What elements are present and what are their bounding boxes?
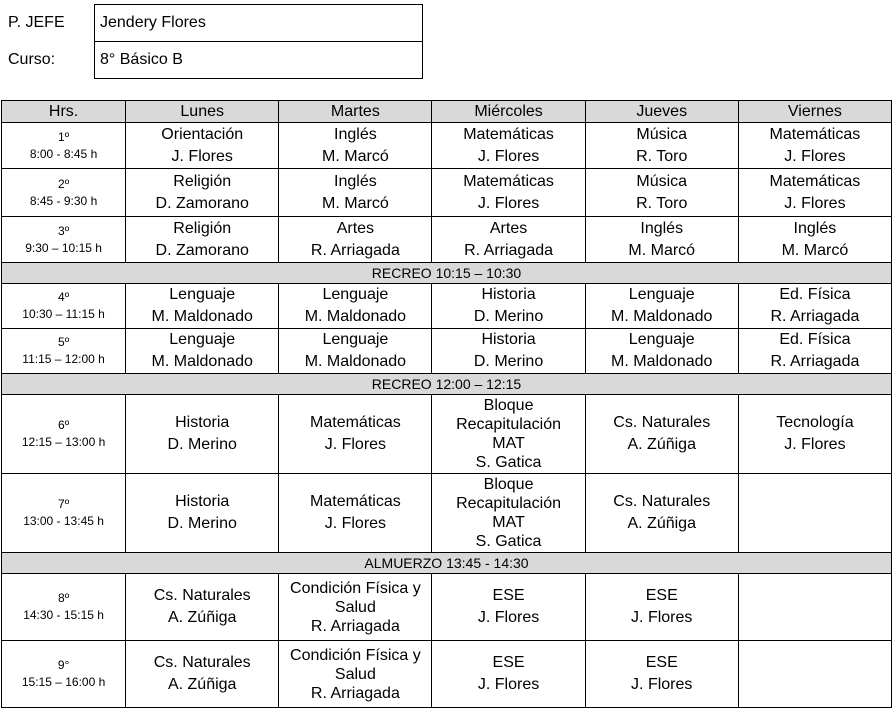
jefe-label: P. JEFE <box>8 14 65 31</box>
period-time: 13:00 - 13:45 h <box>23 514 104 528</box>
teacher-name: J. Flores <box>477 194 540 212</box>
teacher-name: M. Maldonado <box>151 353 253 370</box>
subject-line: Matemáticas <box>463 125 554 143</box>
teacher-name: R. Arriagada <box>310 617 400 635</box>
period-time: 15:15 – 16:00 h <box>21 675 106 689</box>
teacher-name: J. Flores <box>324 436 387 453</box>
subject-line: Religión <box>173 219 232 237</box>
period-cell <box>2 474 126 553</box>
period-number: 5º <box>58 335 70 349</box>
class-cell <box>279 329 432 374</box>
schedule-header-row <box>2 101 892 123</box>
class-row <box>2 169 892 217</box>
class-row <box>2 474 892 553</box>
jefe-row <box>0 5 423 42</box>
class-cell <box>738 217 891 263</box>
teacher-name: A. Zúñiga <box>627 515 696 532</box>
break-row <box>2 553 892 574</box>
header-day: Viernes <box>738 101 891 123</box>
class-row <box>2 574 892 641</box>
class-cell <box>738 284 891 329</box>
class-cell <box>432 123 585 169</box>
subject-line: Música <box>636 125 688 143</box>
class-cell <box>279 641 432 708</box>
subject-line: Inglés <box>334 125 377 143</box>
period-number: 1º <box>58 129 70 144</box>
subject-line: Salud <box>334 598 376 616</box>
period-time: 8:45 - 9:30 h <box>29 193 98 208</box>
subject-line: MAT <box>492 435 525 452</box>
header-day: Jueves <box>585 101 738 123</box>
subject-line: Recapitulación <box>456 416 562 433</box>
teacher-name: R. Arriagada <box>770 353 860 370</box>
period-number: 3º <box>58 223 70 238</box>
period-number: 7º <box>58 497 70 511</box>
teacher-name: J. Flores <box>324 515 387 532</box>
header-day: Martes <box>279 101 432 123</box>
class-cell <box>585 574 738 641</box>
subject-line: Cs. Naturales <box>613 414 711 431</box>
teacher-name: R. Arriagada <box>310 241 400 259</box>
class-cell <box>279 395 432 474</box>
teacher-name: D. Zamorano <box>155 241 249 259</box>
header-info-table <box>0 4 423 79</box>
teacher-name: A. Zúñiga <box>627 436 696 453</box>
break-label: RECREO 12:00 – 12:15 <box>2 374 892 395</box>
subject-line: Artes <box>489 219 528 237</box>
period-number: 9° <box>57 658 70 672</box>
class-cell <box>585 474 738 553</box>
period-cell <box>2 169 126 217</box>
subject-line: Artes <box>336 219 375 237</box>
period-number: 8º <box>58 591 70 605</box>
subject-line: Matemáticas <box>310 414 401 431</box>
class-cell <box>738 395 891 474</box>
class-row <box>2 395 892 474</box>
teacher-name: J. Flores <box>784 436 846 453</box>
subject-line: Salud <box>334 665 376 683</box>
period-time: 8:00 - 8:45 h <box>29 146 98 161</box>
subject-line: Condición Física y <box>290 579 421 597</box>
subject-line: Inglés <box>640 219 684 237</box>
period-number: 2º <box>58 176 70 191</box>
period-cell <box>2 574 126 641</box>
break-row <box>2 374 892 395</box>
subject-line: ESE <box>492 587 525 604</box>
teacher-name: J. Flores <box>477 147 540 165</box>
period-time: 10:30 – 11:15 h <box>22 307 105 321</box>
teacher-name: M. Marcó <box>322 194 389 212</box>
subject-line: Recapitulación <box>456 495 562 512</box>
class-cell <box>279 169 432 217</box>
class-row <box>2 641 892 708</box>
class-row <box>2 284 892 329</box>
subject-line: Tecnología <box>776 414 854 431</box>
teacher-name: J. Flores <box>784 194 846 212</box>
subject-line: Historia <box>175 414 230 431</box>
class-cell <box>585 395 738 474</box>
class-cell <box>738 123 891 169</box>
period-cell <box>2 329 126 374</box>
teacher-name: M. Marcó <box>628 241 696 259</box>
teacher-name: J. Flores <box>477 676 540 693</box>
teacher-name: M. Maldonado <box>151 308 253 325</box>
subject-line: Matemáticas <box>769 172 861 190</box>
teacher-name: J. Flores <box>784 147 846 165</box>
class-cell <box>279 217 432 263</box>
teacher-name: S. Gatica <box>475 533 542 550</box>
period-cell <box>2 284 126 329</box>
class-cell <box>738 641 891 708</box>
subject-line: Historia <box>481 331 536 348</box>
header-hours: Hrs. <box>2 101 126 123</box>
period-cell <box>2 641 126 708</box>
teacher-name: M. Maldonado <box>304 353 407 370</box>
teacher-name: J. Flores <box>631 609 693 626</box>
class-cell <box>126 474 279 553</box>
subject-line: Matemáticas <box>463 172 554 190</box>
subject-line: Bloque <box>483 397 534 414</box>
subject-line: Matemáticas <box>769 125 861 143</box>
teacher-name: R. Toro <box>636 194 688 212</box>
subject-line: Lenguaje <box>322 286 389 303</box>
subject-line: Ed. Física <box>779 331 851 348</box>
curso-row <box>0 42 423 79</box>
subject-line: Orientación <box>161 125 244 143</box>
class-cell <box>432 474 585 553</box>
period-time: 9:30 – 10:15 h <box>25 240 102 255</box>
teacher-name: M. Maldonado <box>304 308 407 325</box>
subject-line: Historia <box>481 286 536 303</box>
jefe-value: Jendery Flores <box>95 5 423 42</box>
period-time: 12:15 – 13:00 h <box>21 435 106 449</box>
class-row <box>2 217 892 263</box>
teacher-name: D. Merino <box>473 353 544 370</box>
teacher-name: S. Gatica <box>475 454 542 471</box>
class-cell <box>432 329 585 374</box>
subject-line: Inglés <box>334 172 377 190</box>
class-cell <box>432 284 585 329</box>
class-row <box>2 123 892 169</box>
subject-line: Cs. Naturales <box>153 587 251 604</box>
subject-line: Historia <box>175 493 230 510</box>
class-cell <box>126 395 279 474</box>
subject-line: MAT <box>492 514 525 531</box>
subject-line: Ed. Física <box>779 286 851 303</box>
subject-line: Matemáticas <box>310 493 401 510</box>
class-cell <box>585 641 738 708</box>
class-cell <box>432 395 585 474</box>
header-day: Miércoles <box>432 101 585 123</box>
class-cell <box>585 169 738 217</box>
teacher-name: A. Zúñiga <box>167 609 237 626</box>
class-cell <box>585 284 738 329</box>
period-cell <box>2 123 126 169</box>
teacher-name: R. Arriagada <box>310 684 400 702</box>
class-cell <box>738 474 891 553</box>
period-number: 4º <box>58 290 70 304</box>
teacher-name: D. Zamorano <box>155 194 249 212</box>
period-cell <box>2 217 126 263</box>
break-label: RECREO 10:15 – 10:30 <box>2 263 892 284</box>
period-time: 14:30 - 15:15 h <box>23 608 104 622</box>
teacher-name: M. Marcó <box>781 241 849 259</box>
curso-label: Curso: <box>8 51 56 68</box>
subject-line: Lenguaje <box>628 331 695 348</box>
teacher-name: M. Maldonado <box>611 308 713 325</box>
class-cell <box>279 284 432 329</box>
period-number: 6º <box>58 418 70 432</box>
teacher-name: J. Flores <box>171 147 233 165</box>
teacher-name: D. Merino <box>167 436 237 453</box>
class-cell <box>738 169 891 217</box>
teacher-name: D. Merino <box>473 308 544 325</box>
class-cell <box>126 329 279 374</box>
teacher-name: R. Arriagada <box>770 308 860 325</box>
subject-line: ESE <box>492 654 525 671</box>
subject-line: Música <box>636 172 688 190</box>
teacher-name: M. Maldonado <box>611 353 713 370</box>
class-cell <box>432 217 585 263</box>
class-cell <box>432 641 585 708</box>
break-row <box>2 263 892 284</box>
class-cell <box>126 217 279 263</box>
class-cell <box>585 329 738 374</box>
class-cell <box>738 329 891 374</box>
break-label: ALMUERZO 13:45 - 14:30 <box>2 553 892 574</box>
subject-line: Religión <box>173 172 232 190</box>
class-cell <box>432 169 585 217</box>
class-cell <box>585 217 738 263</box>
subject-line: ESE <box>645 654 678 671</box>
schedule-table <box>1 100 892 708</box>
class-cell <box>738 574 891 641</box>
subject-line: ESE <box>645 587 678 604</box>
class-cell <box>126 641 279 708</box>
subject-line: Lenguaje <box>169 331 236 348</box>
period-cell <box>2 395 126 474</box>
teacher-name: J. Flores <box>477 609 540 626</box>
class-cell <box>126 123 279 169</box>
subject-line: Cs. Naturales <box>153 654 251 671</box>
teacher-name: M. Marcó <box>322 147 389 165</box>
class-cell <box>585 123 738 169</box>
class-cell <box>279 123 432 169</box>
subject-line: Bloque <box>483 476 534 493</box>
class-cell <box>279 474 432 553</box>
subject-line: Lenguaje <box>322 331 389 348</box>
header-day: Lunes <box>126 101 279 123</box>
class-cell <box>126 284 279 329</box>
class-cell <box>279 574 432 641</box>
teacher-name: D. Merino <box>167 515 237 532</box>
class-cell <box>126 574 279 641</box>
subject-line: Condición Física y <box>290 646 421 664</box>
class-cell <box>432 574 585 641</box>
subject-line: Lenguaje <box>628 286 695 303</box>
teacher-name: R. Arriagada <box>464 241 554 259</box>
subject-line: Cs. Naturales <box>613 493 711 510</box>
class-cell <box>126 169 279 217</box>
period-time: 11:15 – 12:00 h <box>22 352 105 366</box>
subject-line: Lenguaje <box>169 286 236 303</box>
subject-line: Inglés <box>793 219 837 237</box>
teacher-name: R. Toro <box>636 147 688 165</box>
class-row <box>2 329 892 374</box>
schedule-body <box>2 123 892 708</box>
teacher-name: A. Zúñiga <box>167 676 237 693</box>
teacher-name: J. Flores <box>631 676 693 693</box>
curso-value: 8° Básico B <box>95 42 423 79</box>
